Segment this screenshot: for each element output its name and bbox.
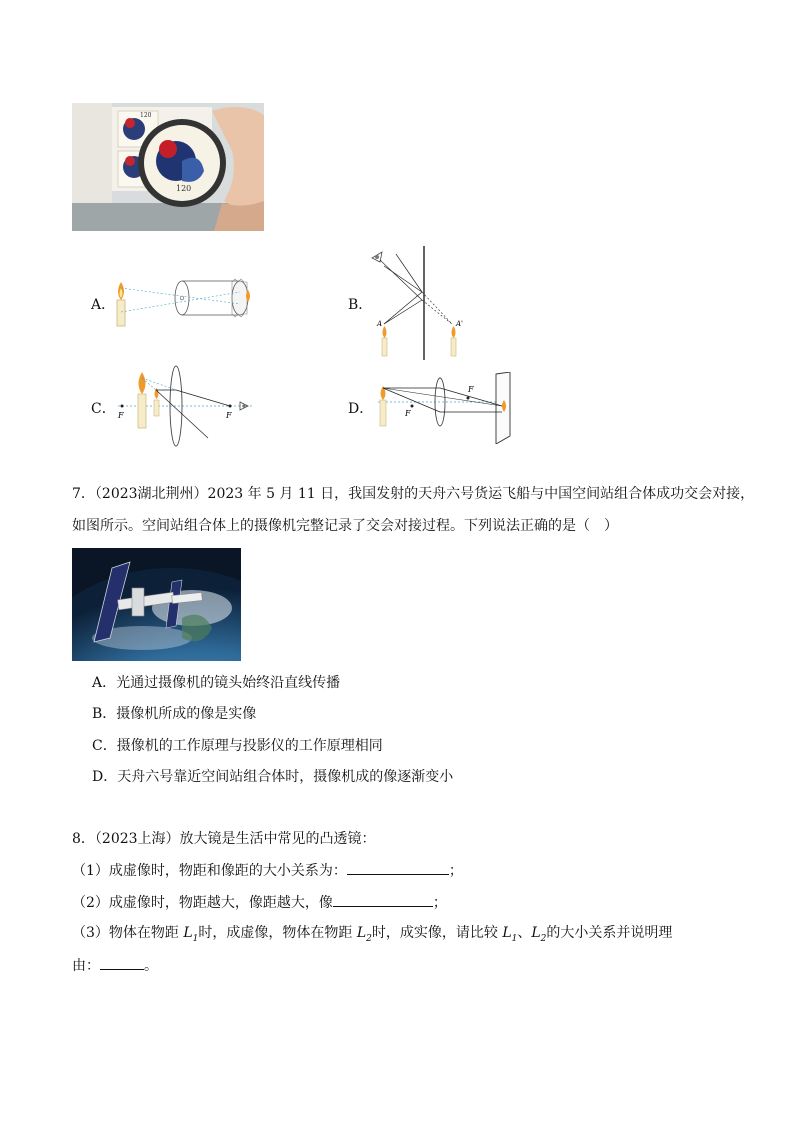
q8-part3-mid2: 时，成实像，请比较 — [371, 925, 503, 941]
space-station-drawing — [72, 548, 241, 661]
q8-part1-prefix: （1）成虚像时，物距和像距的大小关系为： — [72, 863, 347, 879]
q8-l4-sub: 2 — [540, 933, 547, 944]
q8-part1 — [72, 860, 463, 881]
q7-stem-line2: 如图所示。空间站组合体上的摄像机完整记录了交会对接过程。下列说法正确的是（ ） — [72, 518, 618, 534]
stamp-value-2: 120 — [176, 184, 192, 193]
q7-stem-line1: 7．（2023湖北荆州）2023 年 5 月 11 日，我国发射的天舟六号货运飞船与中国空间站组合体成功交会对接， — [72, 486, 755, 502]
stamp-value-1: 120 — [140, 112, 152, 119]
q8-l2: L — [356, 925, 367, 941]
q8-stem: 8．（2023上海）放大镜是生活中常见的凸透镜： — [72, 831, 376, 847]
q8-part3-sep: 、 — [517, 925, 532, 941]
q8-part4 — [72, 955, 158, 976]
option-d-f-bottom: F — [405, 409, 411, 418]
option-c-f-right: F — [226, 411, 232, 420]
magnifier-photo — [72, 103, 264, 231]
q8-part2-prefix: （2）成虚像时，物距越大，像距越大，像 — [72, 895, 333, 911]
option-b-label-a: A — [377, 320, 383, 328]
magnifier-photo-drawing — [72, 103, 264, 231]
q8-l1: L — [183, 925, 193, 941]
q8-part2 — [72, 892, 447, 913]
q8-part4-blank[interactable] — [100, 955, 144, 970]
q8-part3-prefix: （3）物体在物距 — [72, 925, 184, 941]
q8-l1-sub: 1 — [192, 933, 199, 944]
option-d-figure — [372, 372, 524, 448]
q8-part3-suffix: 的大小关系并说明理 — [546, 925, 673, 941]
q7-option-d: D．天舟六号靠近空间站组合体时，摄像机成的像逐渐变小 — [92, 769, 454, 785]
option-c-figure — [112, 364, 262, 452]
q8-part1-suffix: ； — [448, 863, 463, 879]
q7-option-c: C．摄像机的工作原理与投影仪的工作原理相同 — [92, 738, 383, 754]
q8-part3 — [72, 923, 672, 949]
q7-option-a: A．光通过摄像机的镜头始终沿直线传播 — [92, 675, 341, 691]
option-b-label: B． — [348, 297, 373, 313]
q8-part3-mid: 时，成虚像，物体在物距 — [198, 925, 357, 941]
q8-l3-sub: 1 — [511, 933, 518, 944]
option-c-label: C． — [91, 401, 116, 417]
q8-part4-suffix: 。 — [144, 958, 158, 974]
q8-l4: L — [531, 925, 541, 941]
q7-option-b: B．摄像机所成的像是实像 — [92, 706, 257, 722]
q8-part1-blank[interactable] — [347, 860, 449, 875]
q8-l2-sub: 2 — [366, 933, 372, 944]
option-b-figure — [366, 244, 476, 366]
option-d-f-top: F — [468, 385, 474, 394]
q8-part2-suffix: ； — [432, 895, 447, 911]
option-c-f-left: F — [118, 411, 124, 420]
q8-l3: L — [502, 925, 512, 941]
option-d-label: D． — [348, 401, 374, 417]
option-a-figure — [112, 268, 272, 334]
option-a-label: A． — [91, 297, 116, 313]
option-b-label-a-prime: A' — [456, 320, 463, 328]
q8-part4-prefix: 由： — [72, 958, 100, 974]
q8-part2-blank[interactable] — [333, 892, 433, 907]
space-station-photo — [72, 548, 241, 661]
